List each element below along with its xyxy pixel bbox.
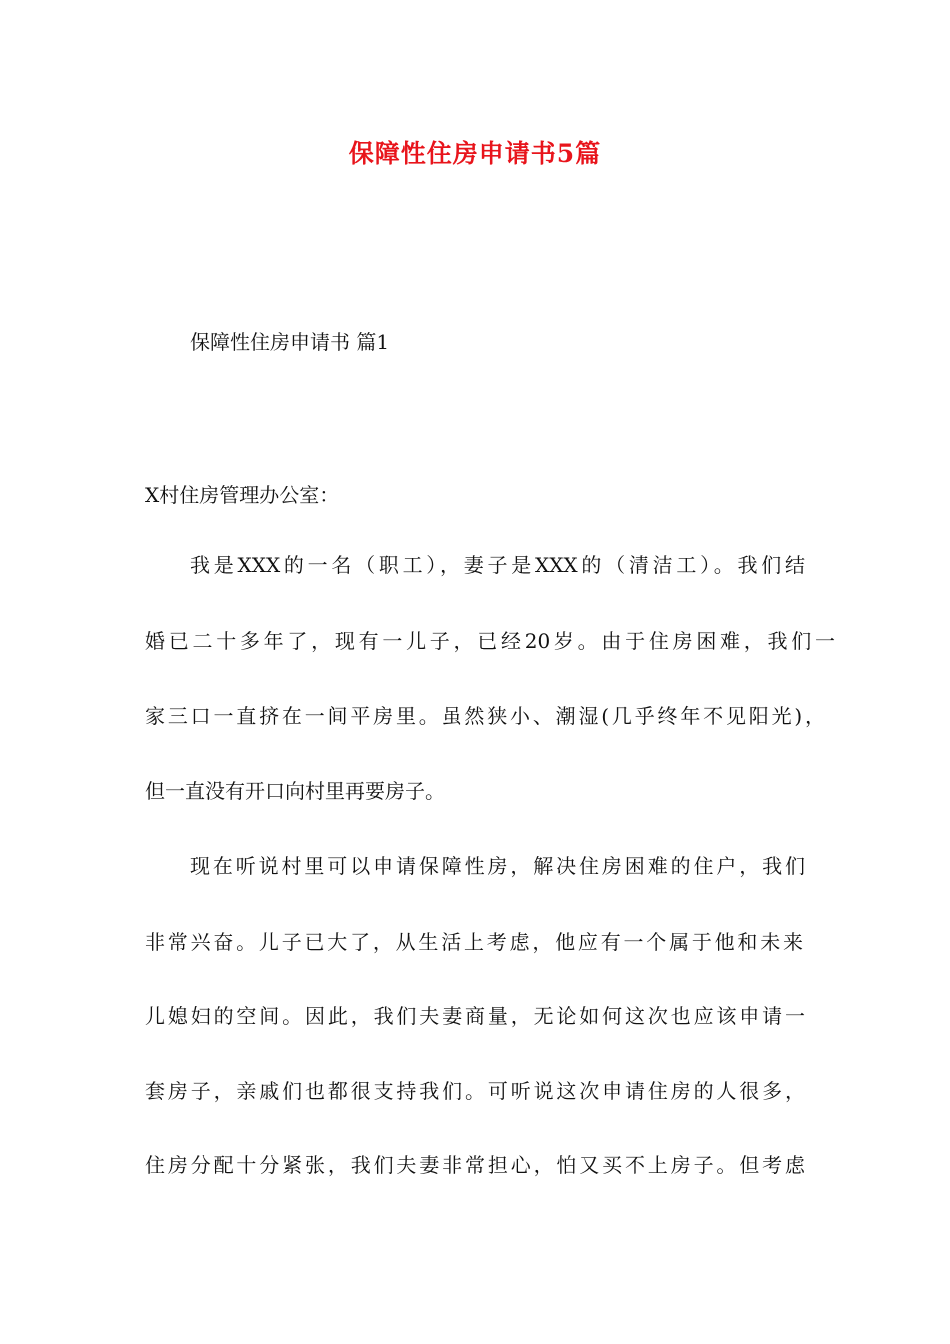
body-line: 套房子，亲戚们也都很支持我们。可听说这次申请住房的人很多，: [145, 1079, 805, 1103]
body-line: 非常兴奋。儿子已大了，从生活上考虑，他应有一个属于他和未来: [145, 930, 803, 954]
body-line: 婚已二十多年了，现有一儿子，已经20岁。由于住房困难，我们一: [145, 629, 835, 653]
body-line: 儿媳妇的空间。因此，我们夫妻商量，无论如何这次也应该申请一: [145, 1004, 805, 1028]
body-line: 我是XXX的一名（职工），妻子是XXX的（清洁工）。我们结: [190, 553, 805, 577]
body-line: 家三口一直挤在一间平房里。虽然狭小、潮湿(几乎终年不见阳光)，: [145, 704, 825, 728]
section-heading: 保障性住房申请书 篇1: [190, 330, 390, 354]
body-line: 住房分配十分紧张，我们夫妻非常担心，怕又买不上房子。但考虑: [145, 1153, 805, 1177]
body-line: 现在听说村里可以申请保障性房，解决住房困难的住户，我们: [190, 854, 805, 878]
salutation: X村住房管理办公室：: [145, 483, 340, 507]
body-line: 但一直没有开口向村里再要房子。: [145, 779, 445, 803]
document-title: 保障性住房申请书5篇: [348, 139, 602, 168]
